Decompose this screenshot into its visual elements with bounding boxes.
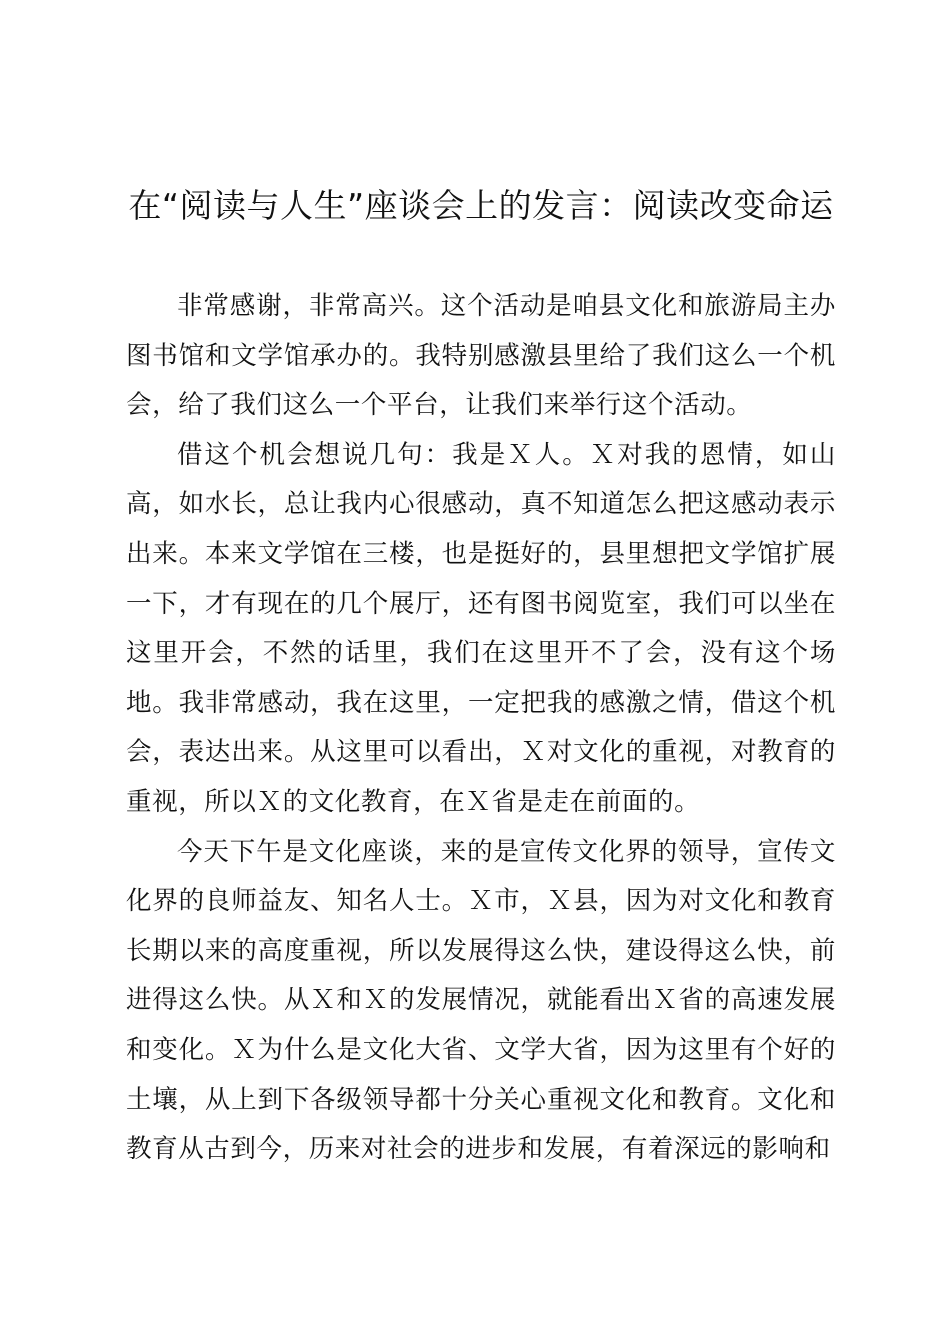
paragraph-2: 借这个机会想说几句：我是Ｘ人。Ｘ对我的恩情，如山高，如水长，总让我内心很感动，真不知道怎么把这感动表示出来。本来文学馆在三楼，也是挺好的，县里想把文学馆扩展一下，才有现在的几个展厅，还有图书阅览室，我们可以坐在这里开会，不然的话里，我们在这里开不了会，没有这个场地。我非常感动，我在这里，一定把我的感激之情，借这个机会，表达出来。从这里可以看出，Ｘ对文化的重视，对教育的重视，所以Ｘ的文化教育，在Ｘ省是走在前面的。 bbox=[126, 439, 836, 817]
paragraph-1: 非常感谢，非常高兴。这个活动是咱县文化和旅游局主办图书馆和文学馆承办的。我特别感激县里给了我们这么一个机会，给了我们这么一个平台，让我们来举行这个活动。 bbox=[126, 291, 836, 421]
paragraph-3: 今天下午是文化座谈，来的是宣传文化界的领导，宣传文化界的良师益友、知名人士。Ｘ市，Ｘ县，因为对文化和教育长期以来的高度重视，所以发展得这么快，建设得这么快，前进得这么快。从Ｘ和Ｘ的发展情况，就能看出Ｘ省的高速发展和变化。Ｘ为什么是文化大省、文学大省，因为这里有个好的土壤，从上到下各级领导都十分关心重视文化和教育。文化和教育从古到今，历来对社会的进步和发展，有着深远的影响和 bbox=[126, 836, 836, 1165]
document-title: 在“阅读与人生”座谈会上的发言：阅读改变命运 bbox=[128, 186, 834, 225]
document-body bbox=[126, 282, 836, 1175]
